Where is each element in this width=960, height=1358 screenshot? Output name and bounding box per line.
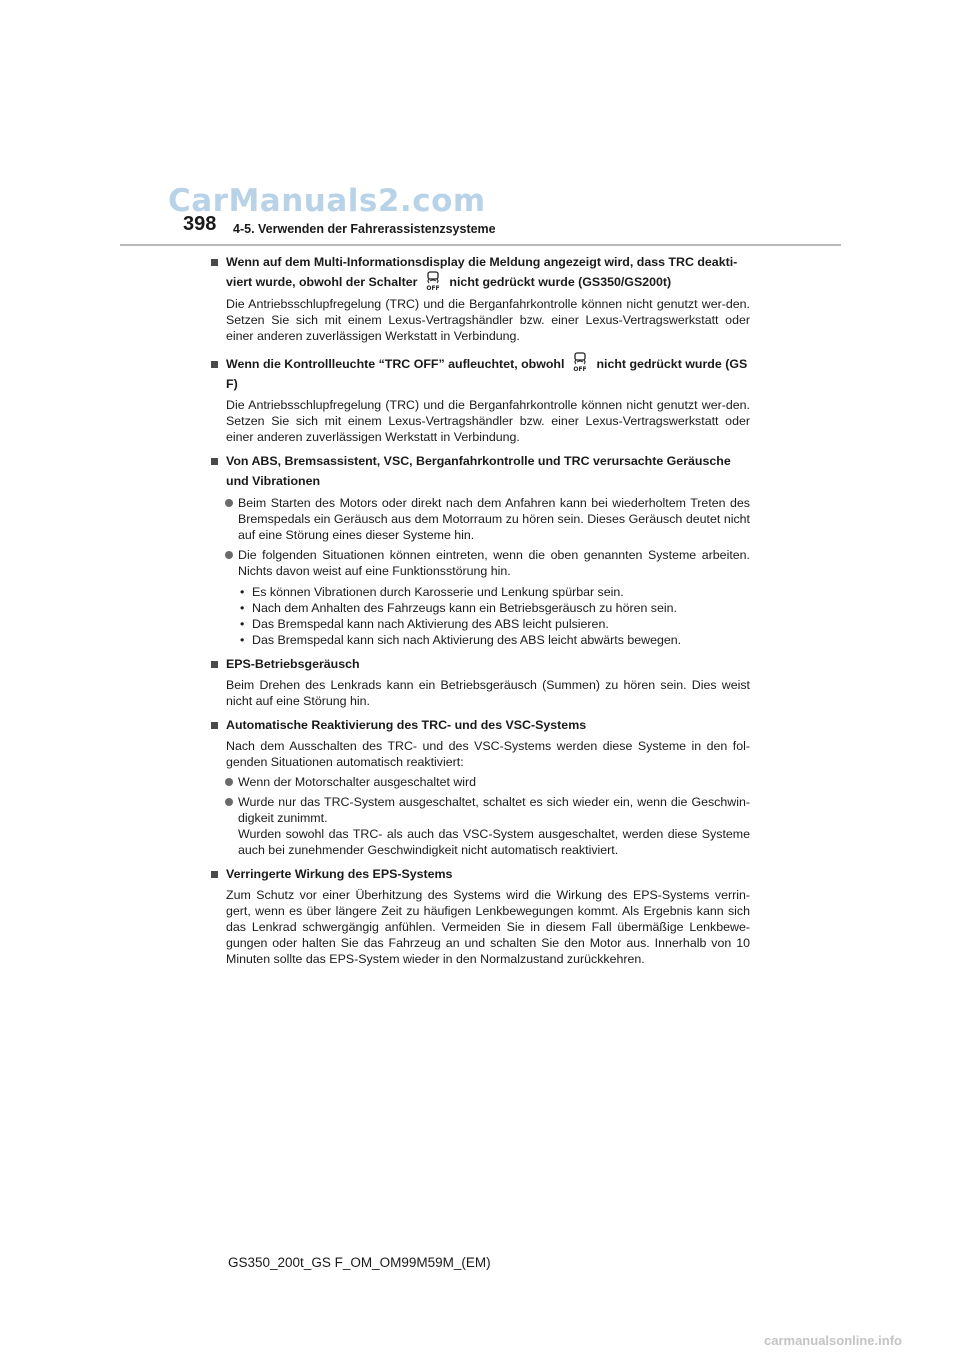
- section-paragraph: Nach dem Ausschalten des TRC- und des VSC-Systems werden diese Systeme in den fol-genden Situationen automatisch reaktiviert:: [226, 739, 750, 770]
- section-heading: Automatische Reaktivierung des TRC- und des VSC-Systems: [210, 715, 750, 735]
- section-heading: Verringerte Wirkung des EPS-Systems: [210, 864, 750, 884]
- section-eps-noise: [210, 654, 750, 709]
- watermark-logo-top: CarManuals2.com: [168, 183, 486, 219]
- square-bullet-icon: [211, 458, 218, 465]
- page-content: [210, 250, 750, 973]
- sub-list-item: • Es können Vibrationen durch Karosserie und Lenkung spürbar sein.: [240, 585, 624, 600]
- vsc-off-switch-icon: [423, 271, 443, 291]
- list-item: Beim Starten des Motors oder direkt nach dem Anfahren kann bei wiederholtem Treten des Bremspedals ein Geräusch aus dem Motorraum zu hören sein. Dieses Geräusch deutet nicht auf eine Störung eines dieser Systeme hin.: [210, 495, 750, 543]
- sub-list: [210, 584, 750, 648]
- watermark-bottom: carmanualsonline.info: [764, 1333, 902, 1348]
- square-bullet-icon: [211, 722, 218, 729]
- square-bullet-icon: [211, 259, 218, 266]
- svg-text:OFF: OFF: [573, 366, 588, 373]
- section-noises-vibrations: [210, 451, 750, 648]
- section-auto-reactivation: [210, 715, 750, 858]
- section-eps-reduced: [210, 864, 750, 967]
- section-trc-message: [210, 252, 750, 344]
- square-bullet-icon: [211, 361, 218, 368]
- round-bullet-icon: [225, 778, 233, 786]
- section-heading: Wenn die Kontrollleuchte “TRC OFF” aufleuchtet, obwohl OFF nicht gedrückt wurde (GS F): [210, 354, 750, 395]
- section-heading: EPS-Betriebsgeräusch: [210, 654, 750, 674]
- section-heading: Wenn auf dem Multi-Informationsdisplay die Meldung angezeigt wird, dass TRC deakti- viert wurde, obwohl der Schalter OFF nicht gedrückt wurde (GS350/GS200t): [210, 252, 750, 293]
- vsc-off-switch-icon: [570, 352, 590, 372]
- header-rule: [120, 244, 841, 246]
- list-item: Wurde nur das TRC-System ausgeschaltet, schaltet es sich wieder ein, wenn die Geschwin-digkeit zunimmt. Wurden sowohl das TRC- als auch das VSC-System ausgeschaltet, werden diese Systeme auch bei zunehmender Geschwindigkeit nicht automatisch reaktiviert.: [210, 794, 750, 858]
- sub-list-item: • Das Bremspedal kann sich nach Aktivierung des ABS leicht abwärts bewegen.: [240, 633, 682, 648]
- list-item: Wenn der Motorschalter ausgeschaltet wird: [210, 774, 750, 790]
- section-trc-off-indicator: [210, 354, 750, 446]
- square-bullet-icon: [211, 661, 218, 668]
- round-bullet-icon: [225, 499, 233, 507]
- sub-list-item: • Nach dem Anhalten des Fahrzeugs kann ein Betriebsgeräusch zu hören sein.: [240, 601, 677, 616]
- page-number: 398: [183, 213, 217, 235]
- section-heading: Von ABS, Bremsassistent, VSC, Berganfahrkontrolle und TRC verursachte Geräusche und Vibrationen: [210, 451, 750, 491]
- list-item: Die folgenden Situationen können eintreten, wenn die oben genannten Systeme arbeiten. Nichts davon weist auf eine Funktionsstörung hin.: [210, 547, 750, 579]
- section-paragraph: Die Antriebsschlupfregelung (TRC) und die Berganfahrkontrolle können nicht genutzt wer-den. Setzen Sie sich mit einem Lexus-Vertragshändler bzw. einer Lexus-Vertragswerkstatt oder einer anderen zuverlässigen Werkstatt in Verbindung.: [226, 296, 750, 343]
- sub-list-item: • Das Bremspedal kann nach Aktivierung des ABS leicht pulsieren.: [240, 617, 609, 632]
- document-code: GS350_200t_GS F_OM_OM99M59M_(EM): [228, 1255, 491, 1270]
- section-paragraph: Zum Schutz vor einer Überhitzung des Systems wird die Wirkung des EPS-Systems verrin-gert, wenn es über längere Zeit zu häufigen Lenkbewegungen kommt. Als Ergebnis kann sich das Lenkrad schwergängig anfühlen. Vermeiden Sie in diesem Fall übermäßige Lenkbewe-gungen oder halten Sie das Fahrzeug an und schalten Sie den Motor aus. Innerhalb von 10 Minuten sollte das EPS-System wieder in den Normalzustand zurückkehren.: [226, 888, 750, 967]
- section-paragraph: Beim Drehen des Lenkrads kann ein Betriebsgeräusch (Summen) zu hören sein. Dies weist nicht auf eine Störung hin.: [226, 678, 750, 709]
- square-bullet-icon: [211, 871, 218, 878]
- section-title: 4-5. Verwenden der Fahrerassistenzsysteme: [233, 222, 496, 236]
- round-bullet-icon: [225, 551, 233, 559]
- section-paragraph: Die Antriebsschlupfregelung (TRC) und die Berganfahrkontrolle können nicht genutzt wer-den. Setzen Sie sich mit einem Lexus-Vertragshändler bzw. einer Lexus-Vertragswerkstatt oder einer anderen zuverlässigen Werkstatt in Verbindung.: [226, 398, 750, 445]
- svg-text:OFF: OFF: [426, 284, 441, 291]
- round-bullet-icon: [225, 798, 233, 806]
